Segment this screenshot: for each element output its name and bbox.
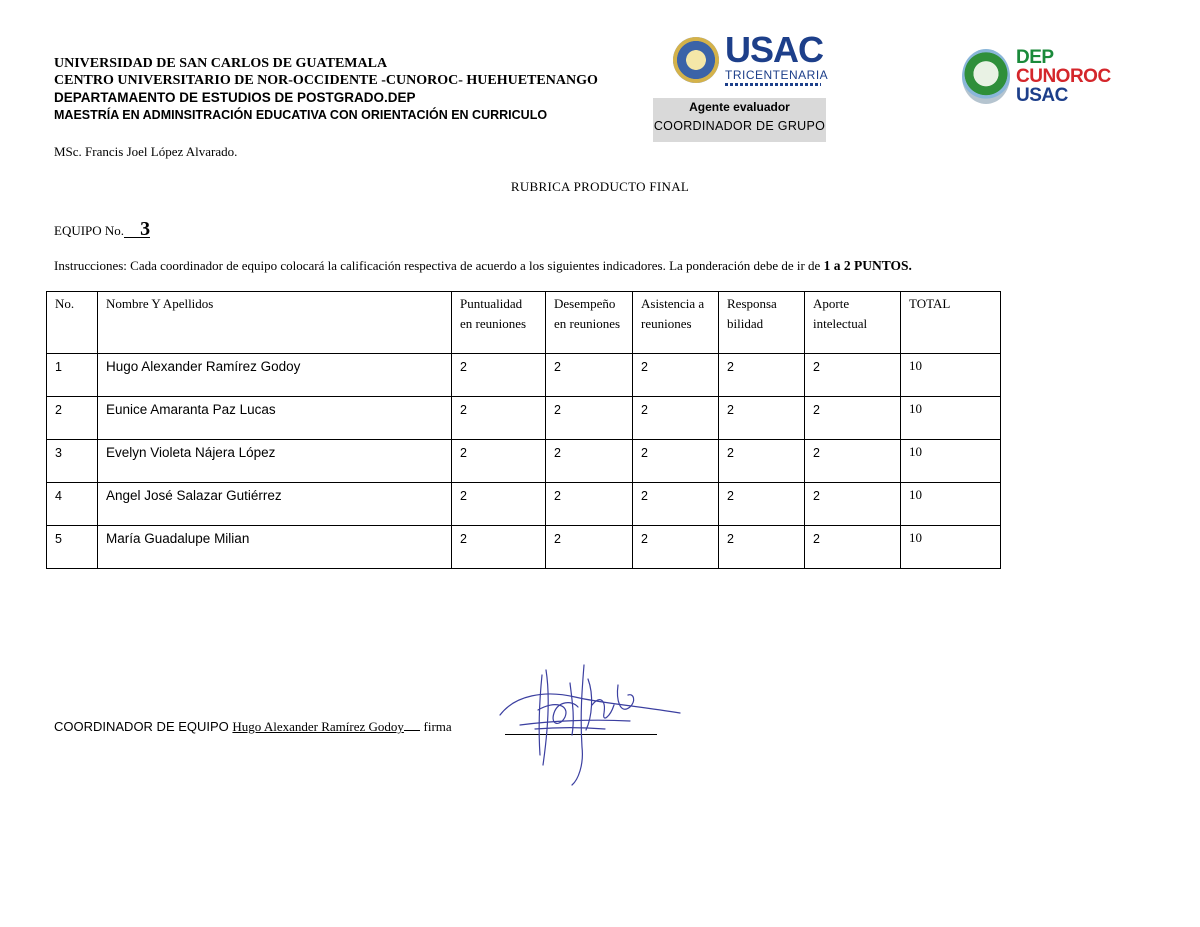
department-name: DEPARTAMAENTO DE ESTUDIOS DE POSTGRADO.DEP xyxy=(54,90,416,105)
member-name: María Guadalupe Milian xyxy=(98,526,452,569)
evaluator-role: COORDINADOR DE GRUPO xyxy=(653,119,826,133)
score-cell: 2 xyxy=(452,526,546,569)
score-cell: 2 xyxy=(719,440,805,483)
score-cell: 2 xyxy=(805,397,901,440)
total-cell: 10 xyxy=(901,397,1001,440)
column-header: Puntualidad en reuniones xyxy=(452,292,546,354)
coordinator-line xyxy=(54,719,452,735)
dep-logo-line1: DEP xyxy=(1016,47,1054,68)
team-label: EQUIPO No. xyxy=(54,223,125,238)
member-name: Evelyn Violeta Nájera López xyxy=(98,440,452,483)
instructions-text: Instrucciones: Cada coordinador de equipo colocará la calificación respectiva de acuerdo a los siguientes indicadores. La ponderación debe de ir de xyxy=(54,258,824,273)
score-cell: 2 xyxy=(546,354,633,397)
program-name: MAESTRÍA EN ADMINSITRACIÓN EDUCATIVA CON ORIENTACIÓN EN CURRICULO xyxy=(54,108,548,122)
coordinator-name: Hugo Alexander Ramírez Godoy xyxy=(232,719,404,734)
column-header: Desempeño en reuniones xyxy=(546,292,633,354)
cunoroc-seal-icon xyxy=(962,49,1010,104)
score-cell: 2 xyxy=(805,526,901,569)
instructions-range: 1 a 2 PUNTOS. xyxy=(823,258,912,273)
table-row xyxy=(47,397,1001,440)
score-cell: 2 xyxy=(805,354,901,397)
university-name: UNIVERSIDAD DE SAN CARLOS DE GUATEMALA xyxy=(54,56,388,71)
row-number: 3 xyxy=(47,440,98,483)
score-cell: 2 xyxy=(719,354,805,397)
handwritten-signature xyxy=(480,655,685,790)
column-header: No. xyxy=(47,292,98,354)
total-cell: 10 xyxy=(901,483,1001,526)
score-cell: 2 xyxy=(452,440,546,483)
table-row xyxy=(47,526,1001,569)
usac-seal-icon xyxy=(673,37,719,83)
usac-logo-word: USAC xyxy=(725,29,824,70)
usac-logo-tagline xyxy=(725,83,821,86)
member-name: Angel José Salazar Gutiérrez xyxy=(98,483,452,526)
row-number: 1 xyxy=(47,354,98,397)
row-number: 2 xyxy=(47,397,98,440)
score-cell: 2 xyxy=(719,483,805,526)
evaluator-box xyxy=(653,98,826,142)
document-title: RUBRICA PRODUCTO FINAL xyxy=(510,179,690,194)
instructions xyxy=(54,258,912,274)
score-cell: 2 xyxy=(633,526,719,569)
table-row xyxy=(47,483,1001,526)
member-name: Eunice Amaranta Paz Lucas xyxy=(98,397,452,440)
score-cell: 2 xyxy=(452,397,546,440)
score-cell: 2 xyxy=(633,440,719,483)
rubric-table xyxy=(46,291,1001,569)
center-name: CENTRO UNIVERSITARIO DE NOR-OCCIDENTE -CUNOROC- HUEHUETENANGO xyxy=(54,73,598,88)
column-header: Responsa bilidad xyxy=(719,292,805,354)
dep-logo-line2: CUNOROC xyxy=(1016,66,1111,87)
dep-logo-line3: USAC xyxy=(1016,85,1068,106)
score-cell: 2 xyxy=(633,354,719,397)
member-name: Hugo Alexander Ramírez Godoy xyxy=(98,354,452,397)
table-row xyxy=(47,440,1001,483)
table-row xyxy=(47,354,1001,397)
usac-logo xyxy=(673,29,829,93)
total-cell: 10 xyxy=(901,354,1001,397)
usac-logo-subtitle: TRICENTENARIA xyxy=(725,68,829,82)
evaluator-title: Agente evaluador xyxy=(689,100,790,114)
team-number: 3 xyxy=(124,221,150,238)
column-header: Aporte intelectual xyxy=(805,292,901,354)
score-cell: 2 xyxy=(546,526,633,569)
score-cell: 2 xyxy=(546,440,633,483)
total-cell: 10 xyxy=(901,440,1001,483)
score-cell: 2 xyxy=(719,526,805,569)
teacher-name: MSc. Francis Joel López Alvarado. xyxy=(54,144,238,159)
coordinator-label: COORDINADOR DE EQUIPO xyxy=(54,719,229,734)
column-header: TOTAL xyxy=(901,292,1001,354)
column-header: Nombre Y Apellidos xyxy=(98,292,452,354)
score-cell: 2 xyxy=(546,397,633,440)
table-header-row xyxy=(47,292,1001,354)
team-label-row xyxy=(54,218,151,240)
row-number: 4 xyxy=(47,483,98,526)
column-header: Asistencia a reuniones xyxy=(633,292,719,354)
row-number: 5 xyxy=(47,526,98,569)
signature-label: firma xyxy=(423,719,452,734)
score-cell: 2 xyxy=(633,397,719,440)
score-cell: 2 xyxy=(805,440,901,483)
score-cell: 2 xyxy=(633,483,719,526)
score-cell: 2 xyxy=(546,483,633,526)
score-cell: 2 xyxy=(452,483,546,526)
dep-cunoroc-logo xyxy=(962,46,1112,108)
score-cell: 2 xyxy=(805,483,901,526)
score-cell: 2 xyxy=(719,397,805,440)
score-cell: 2 xyxy=(452,354,546,397)
total-cell: 10 xyxy=(901,526,1001,569)
